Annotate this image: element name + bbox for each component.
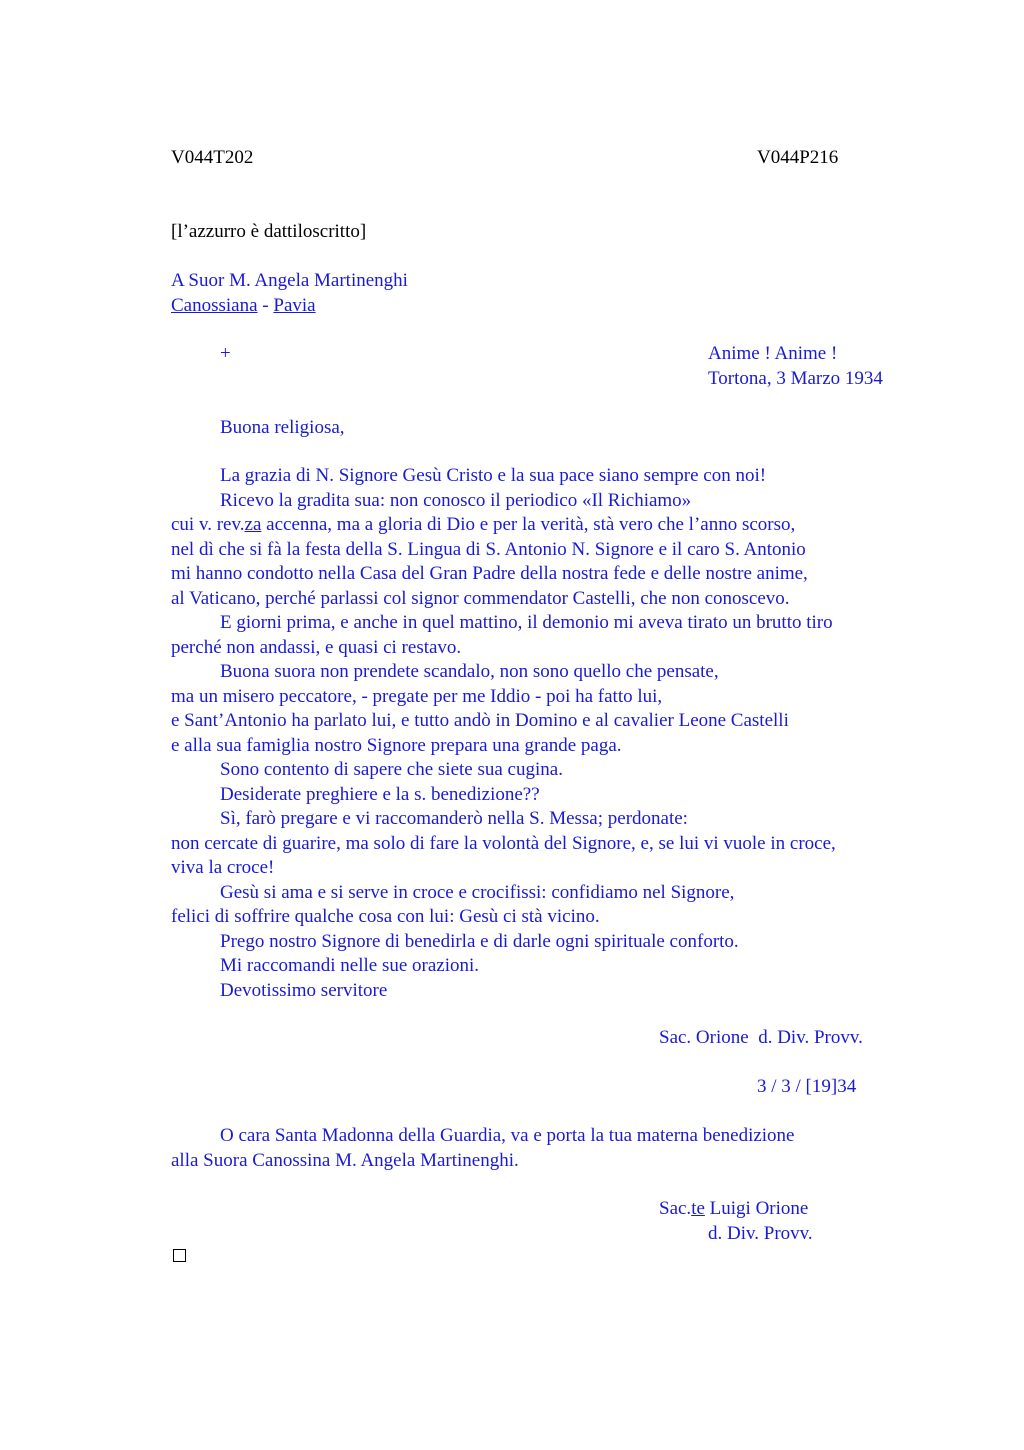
body-line: ma un misero peccatore, - pregate per me Iddio - poi ha fatto lui, — [171, 685, 663, 707]
addressee — [171, 269, 408, 318]
document-code-right: V044P216 — [757, 147, 839, 168]
body-line: felici di soffrire qualche cosa con lui: Gesù ci stà vicino. — [171, 906, 600, 927]
body-line: nel dì che si fà la festa della S. Lingua di S. Antonio N. Signore e il caro S. Antonio — [171, 538, 806, 560]
body-line: E giorni prima, e anche in quel mattino, il demonio mi aveva tirato un brutto tiro — [220, 612, 833, 633]
postscript-line: alla Suora Canossina M. Angela Martinenghi. — [171, 1149, 519, 1171]
signature-date: 3 / 3 / [19]34 — [757, 1076, 857, 1097]
signature-fragment: Sac. — [659, 1198, 692, 1219]
document-code-left: V044T202 — [171, 147, 254, 168]
body-line: al Vaticano, perché parlassi col signor commendator Castelli, che non conoscevo. — [171, 587, 790, 609]
body-line: Prego nostro Signore di benedirla e di darle ogni spirituale conforto. — [220, 930, 739, 952]
postscript-line: O cara Santa Madonna della Guardia, va e porta la tua materna benedizione — [220, 1125, 795, 1146]
body-line: La grazia di N. Signore Gesù Cristo e la sua pace siano sempre con noi! — [220, 465, 767, 486]
body-line: perché non andassi, e quasi ci restavo. — [171, 636, 462, 658]
signature-fragment: Luigi Orione — [704, 1198, 809, 1219]
abbreviation-superscript: za — [244, 514, 262, 535]
addressee-place — [171, 294, 408, 319]
letter-heading — [708, 342, 883, 391]
letter-date: Tortona, 3 Marzo 1934 — [708, 367, 883, 389]
body-line: Buona suora non prendete scandalo, non sono quello che pensate, — [220, 661, 719, 682]
body-line: Gesù si ama e si serve in croce e crocifissi: confidiamo nel Signore, — [220, 881, 735, 903]
addressee-order: Canossiana — [171, 294, 258, 316]
addressee-name: A Suor M. Angela Martinenghi — [171, 270, 408, 291]
body-line: non cercate di guarire, ma solo di fare la volontà del Signore, e, se lui vi vuole in croce, — [171, 832, 836, 854]
signature: Sac. Orione d. Div. Provv. — [659, 1027, 863, 1048]
letter-body — [171, 464, 931, 1003]
final-signature-title: d. Div. Provv. — [708, 1222, 813, 1244]
final-signature-name — [659, 1197, 813, 1222]
final-signature — [659, 1197, 813, 1246]
body-fragment: accenna, ma a gloria di Dio e per la verità, stà vero che l’anno scorso, — [261, 514, 796, 535]
salutation: Buona religiosa, — [220, 417, 345, 438]
body-line: Mi raccomandi nelle sue orazioni. — [220, 955, 480, 976]
body-line: Sono contento di sapere che siete sua cugina. — [220, 759, 563, 780]
body-line: Ricevo la gradita sua: non conosco il periodico «Il Richiamo» — [220, 489, 692, 511]
end-of-document-box-icon — [173, 1249, 186, 1262]
abbreviation-superscript: te — [691, 1198, 705, 1219]
body-line: e Sant’Antonio ha parlato lui, e tutto andò in Domino e al cavalier Leone Castelli — [171, 710, 789, 731]
closing: Devotissimo servitore — [220, 979, 388, 1001]
addressee-separator: - — [257, 294, 274, 316]
body-line: e alla sua famiglia nostro Signore prepara una grande paga. — [171, 734, 622, 756]
body-line — [171, 513, 931, 538]
addressee-city: Pavia — [273, 294, 316, 316]
motto: Anime ! Anime ! — [708, 343, 838, 364]
body-fragment: cui v. rev. — [171, 514, 245, 535]
body-line: mi hanno condotto nella Casa del Gran Padre della nostra fede e delle nostre anime, — [171, 563, 808, 584]
cross-symbol: + — [220, 343, 231, 364]
editorial-note: [l’azzurro è dattiloscritto] — [171, 221, 367, 242]
body-line: viva la croce! — [171, 857, 275, 878]
postscript — [171, 1124, 931, 1173]
body-line: Desiderate preghiere e la s. benedizione?? — [220, 783, 540, 805]
body-line: Sì, farò pregare e vi raccomanderò nella S. Messa; perdonate: — [220, 808, 688, 829]
